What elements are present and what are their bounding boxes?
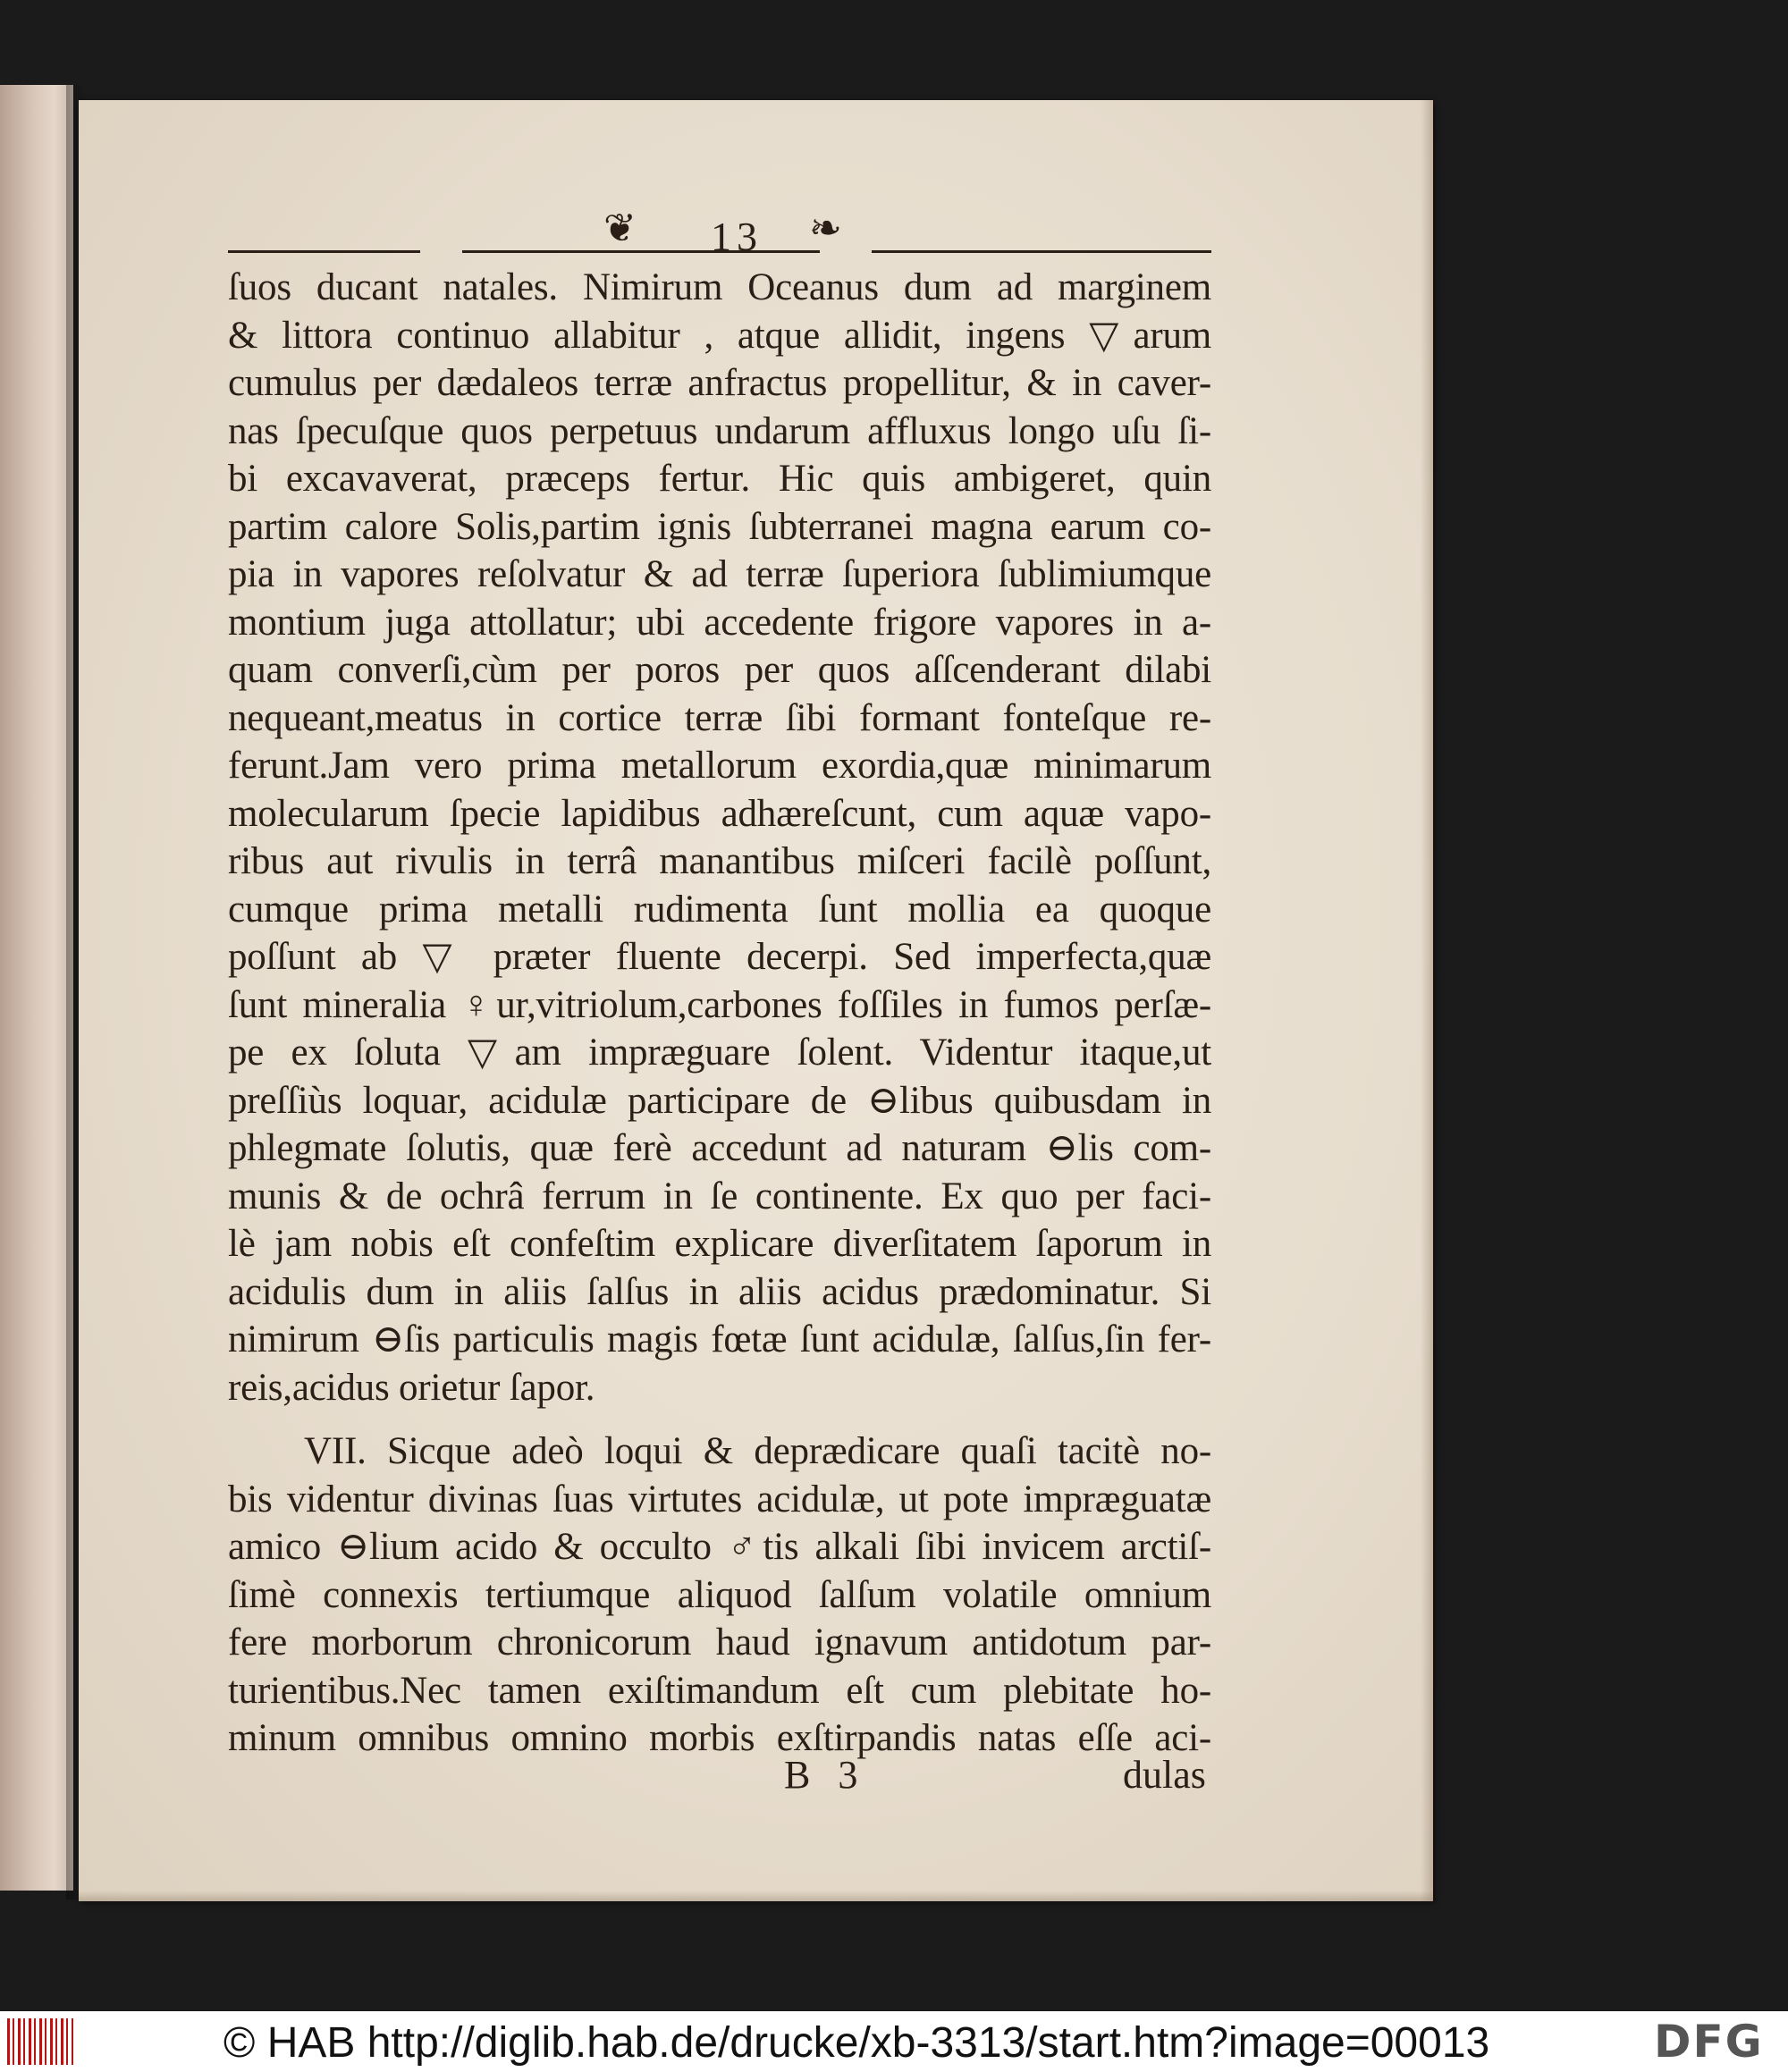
text-line: amico ⊖lium acido & occulto ♂tis alkali ſibi invicem arctiſ- xyxy=(228,1526,1211,1568)
text-line: reis,acidus orietur ſapor. xyxy=(228,1366,595,1409)
text-line: fere morborum chronicorum haud ignavum antidotum par- xyxy=(228,1621,1211,1663)
text-line: VII. Sicque adeò loqui & deprædicare quaſi tacitè no- xyxy=(304,1430,1211,1472)
text-line: poſſunt ab ▽ præter fluente decerpi. Sed imperfecta,quæ xyxy=(228,936,1211,978)
text-line: bi excavaverat, præceps fertur. Hic quis ambigeret, quin xyxy=(228,458,1211,500)
running-head xyxy=(228,204,1211,257)
page-body-text xyxy=(228,264,1211,1763)
text-line: nas ſpecuſque quos perpetuus undarum affluxus longo uſu ſi- xyxy=(228,409,1211,452)
text-line: ſimè connexis tertiumque aliquod ſalſum volatile omnium xyxy=(228,1573,1211,1616)
copyright-link[interactable]: © HAB http://diglib.hab.de/drucke/xb-3313/start.htm?image=00013 xyxy=(224,2019,1490,2067)
text-line: quam converſi,cùm per poros per quos aſſcenderant dilabi xyxy=(228,649,1211,691)
catchword: dulas xyxy=(1123,1753,1206,1797)
text-line: ferunt.Jam vero prima metallorum exordia,quæ minimarum xyxy=(228,745,1211,787)
signature-mark: B 3 xyxy=(784,1753,867,1797)
text-line: nimirum ⊖ſis particulis magis fœtæ ſunt acidulæ, ſalſus,ſin fer- xyxy=(228,1318,1211,1360)
page-bottom-edge xyxy=(79,1891,1433,1901)
viewer-footer xyxy=(0,2011,1788,2072)
text-line: munis & de ochrâ ferrum in ſe continente. Ex quo per faci- xyxy=(228,1175,1211,1217)
head-rule-left xyxy=(228,250,420,253)
fleuron-right-icon: ❧ xyxy=(809,206,842,250)
text-line: pia in vapores reſolvatur & ad terræ ſuperiora ſublimiumque xyxy=(228,553,1211,595)
page-number: 13 xyxy=(711,214,763,259)
text-line: phlegmate ſolutis, quæ ferè accedunt ad naturam ⊖lis com- xyxy=(228,1127,1211,1169)
text-line: minum omnibus omnino morbis exſtirpandis natas eſſe aci- xyxy=(228,1717,1211,1759)
text-line: turientibus.Nec tamen exiſtimandum eſt cum plebitate ho- xyxy=(228,1669,1211,1712)
text-line: & littora continuo allabitur , atque allidit, ingens ▽arum xyxy=(228,314,1211,357)
text-line: montium juga attollatur; ubi accedente frigore vapores in a- xyxy=(228,601,1211,644)
fleuron-left-icon: ❦ xyxy=(603,206,637,250)
text-line: cumque prima metalli rudimenta ſunt mollia ea quoque xyxy=(228,888,1211,931)
paragraph-continued xyxy=(228,264,1211,1411)
text-line: molecularum ſpecie lapidibus adhæreſcunt, cum aquæ vapo- xyxy=(228,792,1211,835)
section-vii xyxy=(228,1428,1211,1763)
dfg-logo: DFG xyxy=(1654,2016,1764,2068)
text-line: pe ex ſoluta ▽am impræguare ſolent. Videntur itaque,ut xyxy=(228,1032,1211,1074)
text-line: bis videntur divinas ſuas virtutes acidulæ, ut pote impræguatæ xyxy=(228,1478,1211,1520)
text-line: ſuos ducant natales. Nimirum Oceanus dum ad marginem xyxy=(228,266,1211,308)
barcode-icon xyxy=(7,2018,73,2065)
text-line: preſſiùs loquar, acidulæ participare de ⊖libus quibusdam in xyxy=(228,1079,1211,1122)
head-rule-middle xyxy=(462,250,820,253)
head-rule-right xyxy=(872,250,1211,253)
text-line: lè jam nobis eſt confeſtim explicare diverſitatem ſaporum in xyxy=(228,1223,1211,1265)
text-line: partim calore Solis,partim ignis ſubterranei magna earum co- xyxy=(228,505,1211,548)
text-line: acidulis dum in aliis ſalſus in aliis acidus prædominatur. Si xyxy=(228,1270,1211,1313)
text-line: ſunt mineralia ♀ur,vitriolum,carbones foſſiles in fumos perſæ- xyxy=(228,983,1211,1026)
text-line: ribus aut rivulis in terrâ manantibus miſceri facilè poſſunt, xyxy=(228,840,1211,882)
adjacent-page-edge xyxy=(0,85,73,1891)
page-right-edge xyxy=(1421,100,1433,1901)
text-line: nequeant,meatus in cortice terræ ſibi formant fonteſque re- xyxy=(228,696,1211,739)
text-line: cumulus per dædaleos terræ anfractus propellitur, & in caver- xyxy=(228,362,1211,404)
